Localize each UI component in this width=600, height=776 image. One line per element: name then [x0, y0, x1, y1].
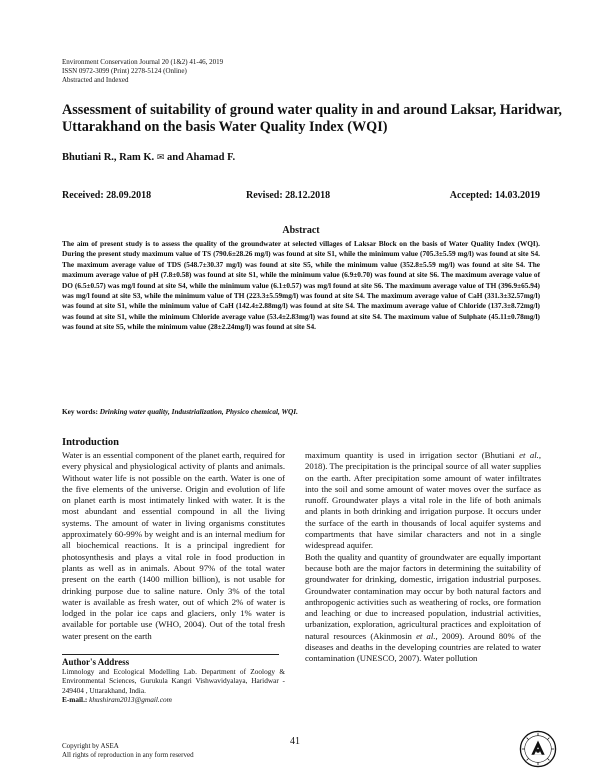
- abstract-heading: Abstract: [282, 225, 320, 236]
- email-address: khushiram2013@gmail.com: [89, 695, 172, 705]
- keywords-label: Key words:: [62, 407, 98, 416]
- author-address-block: [62, 657, 285, 705]
- intro-right-p2-b: , 2009). Around 80% of the diseases and deaths in the developing countries are related to water contamination (UNESCO, 2007). Water pollution: [305, 630, 541, 664]
- journal-meta: [62, 58, 223, 85]
- envelope-icon: ✉: [156, 152, 165, 162]
- asea-seal-icon: [519, 730, 557, 768]
- journal-issn: ISSN 0972-3099 (Print) 2278-5124 (Online): [62, 67, 187, 75]
- copyright-text: Copyright by ASEA: [62, 742, 119, 750]
- journal-citation: Environment Conservation Journal 20 (1&2) 41-46, 2019: [62, 58, 224, 66]
- intro-right-p2-em: et al.: [416, 630, 436, 641]
- address-text: Limnology and Ecological Modelling Lab. Department of Zoology & Environmental Sciences, Gurukula Kangri Vishwavidyalaya, Haridwar - 249404 , Uttarakhand, India.: [62, 667, 285, 695]
- keywords-text: Drinking water quality, Industrialization, Physico chemical, WQI.: [99, 407, 298, 416]
- email-label: E-mail.:: [62, 695, 88, 705]
- keywords: [62, 407, 540, 416]
- intro-right-p1-em: et al.: [519, 450, 539, 460]
- page-number: 41: [290, 736, 300, 747]
- intro-right-p1-a: maximum quantity is used in irrigation sector (Bhutiani: [305, 450, 520, 460]
- journal-indexing: Abstracted and Indexed: [62, 76, 129, 84]
- copyright-block: [62, 742, 194, 760]
- intro-right-p1-b: , 2018). The precipitation is the principal source of all water supplies on the earth. After precipitation some amount of water infiltrates into the soil and some amount of water moves over the surface as runoff. Groundwater plays a vital role in the life of both animals and plants in both drinking and irrigation purpose. It occurs under the surface of the earth in thousands of local aquifer systems and compartments that have similar characters and not in a single widespread aquifer.: [305, 450, 541, 551]
- footnote-divider: [62, 654, 279, 655]
- intro-left-column: [62, 450, 285, 652]
- introduction-heading: Introduction: [62, 437, 119, 448]
- received-date: Received: 28.09.2018: [62, 190, 152, 201]
- intro-left-paragraph: Water is an essential component of the planet earth, required for every physical and physiological activity of plants and animals. Without water life is not possible on the earth. Water is one of the five elements of the universe. Origin and evolution of life on planet earth is most intimately linked with water. It is the most abundant and essential compound in all the living systems. The amount of water in living organisms constitutes approximately 60-99% by weight and is an internal medium for all biochemical reactions. It is a principal ingredient for photosynthesis and plays a vital role in food production in plants as well as in animals. About 97% of the total water present on the earth (1400 million billion), is not usable for drinking purpose due to saline nature. Only 3% of the total water is available as fresh water, out of which 2% of water is lodged in the polar ice caps and glaciers, only 1% water is available for portable use (WHO, 2004). Out of the total fresh water present on the earth: [62, 450, 285, 641]
- intro-right-paragraph-2: [305, 552, 541, 665]
- author-line: [62, 152, 235, 163]
- address-heading: Author's Address: [62, 657, 130, 667]
- abstract-text: The aim of present study is to assess the quality of the groundwater at selected villages of Laksar Block on the basis of Water Quality Index (WQI). During the present study maximum value of TS (790.6±28.26 mg/l) was found at site S1, while the minimum value (705.3±5.59 mg/l) was found at site S4. The maximum average value of TDS (548.7±30.37 mg/l) was found at site S5, while the minimum value (352.8±5.59 mg/l) was found at site S4. The maximum average value of pH (7.8±0.58) was found at site S1, while the minimum value (6.9±0.70) was found at site S6. The maximum average value of DO (6.5±0.57) was mg/l found at site S4, while the minimum value (6.1±0.57) was mg/l found at site S6. The maximum average value of TH (396.9±65.94) was mg/l found at site S3, while the minimum value of TH (223.3±5.59mg/l) was found at site S4. The maximum average value of CaH (331.3±32.57mg/l) was found at site S1, while the minimum value of CaH (142.4±2.88mg/l) was found at site S4. The maximum average value of Chloride (137.3±8.72mg/l) was found at site S1, while the minimum Chloride average value (53.4±2.83mg/l) was found at site S4. The maximum value of Sulphate (45.11±0.78mg/l) was found at site S5, while the minimum value (28±2.24mg/l) was found at site S4.: [62, 239, 540, 332]
- revised-date: Revised: 28.12.2018: [246, 190, 331, 201]
- accepted-date: Accepted: 14.03.2019: [449, 190, 540, 201]
- authors-last: and Ahamad F.: [166, 152, 236, 163]
- paper-title: Assessment of suitability of ground water quality in and around Laksar, Haridwar, Uttarakhand on the basis Water Quality Index (WQI): [62, 102, 562, 135]
- intro-right-p2-a: Both the quality and quantity of groundwater are equally important because both are the major factors in determining the suitability of groundwater for drinking, domestic, irrigation industrial purposes. Groundwater contamination may occur by both natural factors and anthropogenic activities such as weathering of rocks, ore formation and leaching or due to increased population, industrial activities, urbanization, exploration, agricultural practices and exploitation of natural resources (Akinmosin: [305, 551, 541, 641]
- rights-text: All rights of reproduction in any form reserved: [62, 751, 194, 759]
- address-email-line: [62, 695, 285, 704]
- intro-right-column: [305, 450, 541, 762]
- intro-right-paragraph-1: [305, 450, 541, 552]
- authors-first: Bhutiani R., Ram K.: [62, 152, 155, 163]
